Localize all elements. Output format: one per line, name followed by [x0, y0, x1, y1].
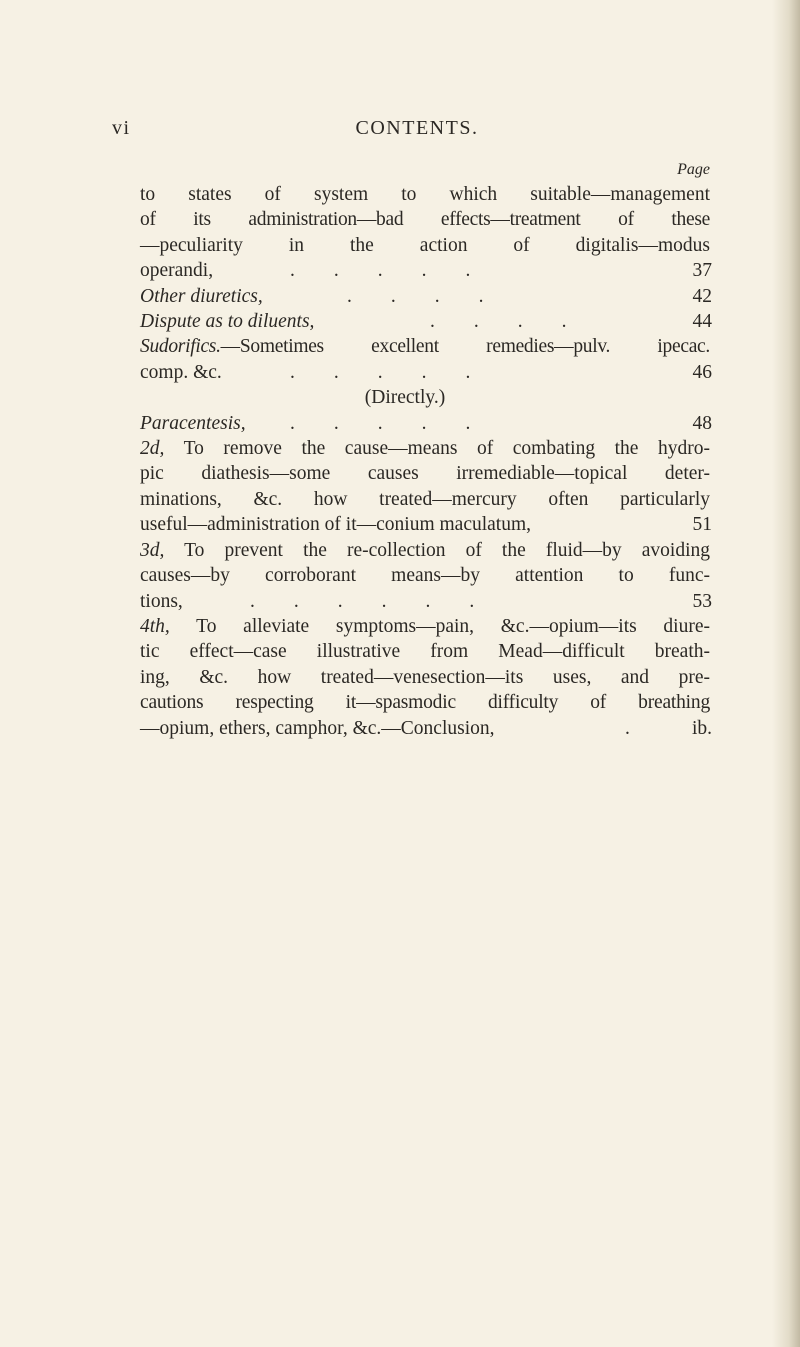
contents-entry: [140, 309, 710, 334]
page-number: 48: [692, 412, 712, 434]
entry-line: useful—administration of it—conium maculatum,: [140, 514, 532, 536]
contents-entry: [140, 182, 710, 284]
leader-dots: . . . . .: [290, 361, 471, 383]
leader-dots: . . . . . .: [250, 590, 475, 612]
contents-entry: [140, 614, 710, 741]
page-edge-shadow: [772, 0, 800, 1347]
leader-dots: . . . . .: [290, 260, 471, 282]
contents-list: [140, 182, 710, 741]
section-subheading: (Directly.): [364, 387, 446, 409]
running-title: CONTENTS.: [355, 117, 479, 139]
contents-entry: [140, 538, 710, 614]
entry-heading: Sudorifics.: [140, 336, 221, 358]
entry-line: To alleviate symptoms—pain, &c.—opium—its diure-: [169, 615, 710, 637]
leader-dots: . . . . .: [290, 412, 471, 434]
page-number: 53: [692, 590, 712, 612]
contents-entry: [140, 284, 710, 309]
entry-line: minations, &c. how treated—mercury often particularly: [140, 488, 710, 510]
leader-dots: .: [625, 717, 630, 739]
page-number: 51: [692, 514, 712, 536]
page-number: 42: [692, 285, 712, 307]
contents-entry: [140, 334, 710, 385]
entry-heading: 3d,: [140, 539, 165, 561]
page-number: 46: [692, 361, 712, 383]
page-number: 44: [692, 311, 712, 333]
entry-heading: 2d,: [140, 438, 165, 460]
leader-dots: . . . .: [347, 285, 484, 307]
entry-line: causes—by corroborant means—by attention to func-: [140, 565, 710, 587]
contents-entry: [140, 436, 710, 538]
entry-heading: 4th,: [140, 615, 170, 637]
entry-line: pic diathesis—some causes irremediable—topical deter-: [140, 463, 710, 485]
entry-line: ing, &c. how treated—venesection—its uses, and pre-: [140, 666, 710, 688]
entry-line: To prevent the re-collection of the fluid—by avoiding: [164, 539, 710, 561]
page-number: ib.: [691, 717, 712, 739]
entry-line: cautions respecting it—spasmodic difficulty of breathing: [140, 692, 710, 714]
entry-heading: Paracentesis,: [140, 412, 246, 434]
page-numeral: vi: [112, 117, 131, 139]
entry-line: —peculiarity in the action of digitalis—modus: [140, 234, 710, 256]
contents-entry: [140, 411, 710, 436]
entry-line: —opium, ethers, camphor, &c.—Conclusion,: [140, 717, 495, 739]
entry-line: tic effect—case illustrative from Mead—difficult breath-: [140, 641, 710, 663]
entry-line: operandi,: [140, 260, 214, 282]
entry-heading: Other diuretics,: [140, 285, 263, 307]
page-number: 37: [692, 260, 712, 282]
entry-line: To remove the cause—means of combating the hydro-: [164, 438, 710, 460]
entry-heading: Dispute as to diluents,: [140, 311, 315, 333]
page-column-label: Page: [677, 161, 710, 178]
running-header: [112, 117, 722, 143]
entry-text: —Sometimes excellent remedies—pulv. ipecac.: [220, 336, 710, 358]
entry-line: of its administration—bad effects—treatment of these: [140, 209, 710, 231]
entry-line: tions,: [140, 590, 183, 612]
leader-dots: . . . .: [430, 311, 567, 333]
entry-line: comp. &c.: [140, 361, 222, 383]
entry-line: to states of system to which suitable—management: [140, 184, 710, 205]
